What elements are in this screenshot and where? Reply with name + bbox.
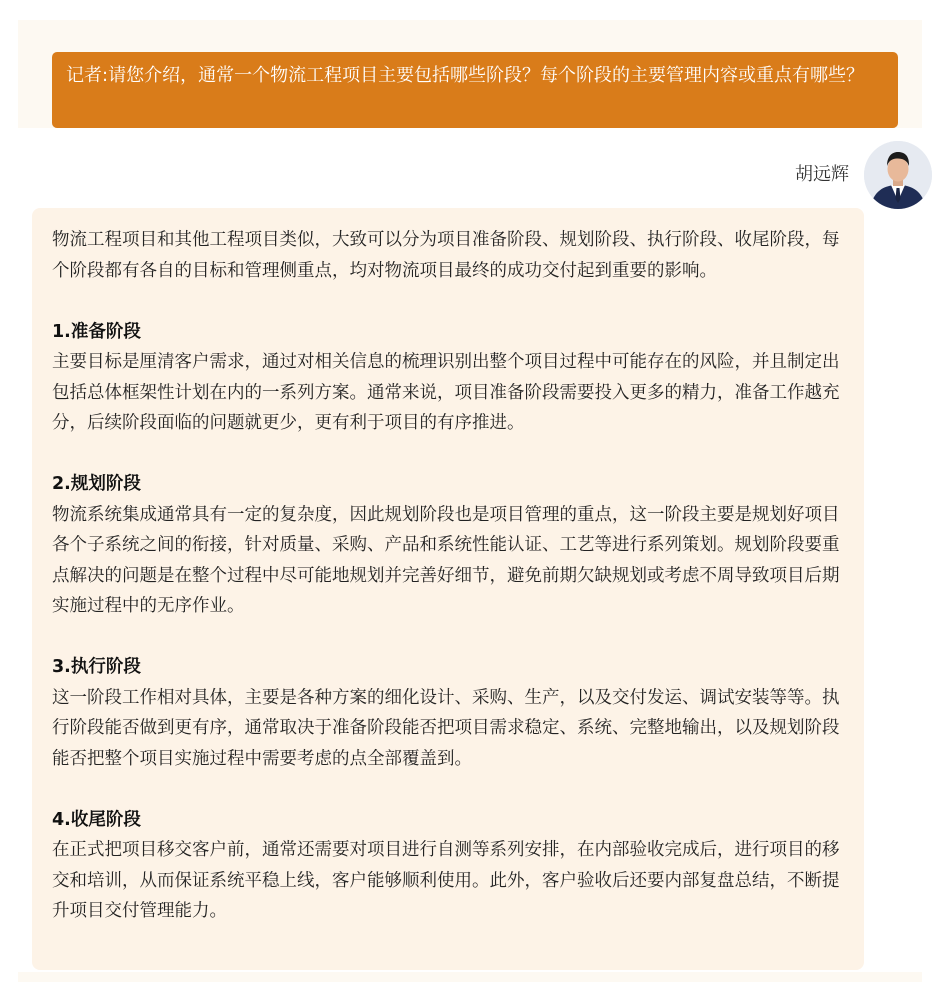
section-body-planning: 物流系统集成通常具有一定的复杂度，因此规划阶段也是项目管理的重点，这一阶段主要是规划好项目各个子系统之间的衔接，针对质量、采购、产品和系统性能认证、工艺等进行系列策划。规划阶段要重点解决的问题是在整个过程中尽可能地规划并完善好细节，避免前期欠缺规划或考虑不周导致项目后期实施过程中的无序作业。 [52, 504, 840, 616]
section-title-planning: 2.规划阶段 [52, 474, 141, 494]
paragraph-spacer [52, 439, 844, 470]
paragraph-spacer [52, 774, 844, 805]
answer-box [32, 208, 864, 970]
section-title-closing: 4.收尾阶段 [52, 809, 141, 830]
speaker-name: 胡远辉 [795, 164, 849, 185]
question-text: 记者:请您介绍，通常一个物流工程项目主要包括哪些阶段？每个阶段的主要管理内容或重点有哪些？ [66, 65, 865, 86]
section-body-execution: 这一阶段工作相对具体，主要是各种方案的细化设计、采购、生产，以及交付发运、调试安装等等。执行阶段能否做到更有序，通常取决于准备阶段能否把项目需求稳定、系统、完整地输出，以及规划阶段能否把整个项目实施过程中需要考虑的点全部覆盖到。 [52, 687, 840, 769]
answer-intro: 物流工程项目和其他工程项目类似，大致可以分为项目准备阶段、规划阶段、执行阶段、收尾阶段，每个阶段都有各自的目标和管理侧重点，均对物流项目最终的成功交付起到重要的影响。 [52, 230, 840, 281]
section-title-execution: 3.执行阶段 [52, 657, 141, 677]
section-body-preparation: 主要目标是厘清客户需求，通过对相关信息的梳理识别出整个项目过程中可能存在的风险，并且制定出包括总体框架性计划在内的一系列方案。通常来说，项目准备阶段需要投入更多的精力，准备工作越充分，后续阶段面临的问题就更少，更有利于项目的有序推进。 [52, 352, 840, 433]
speaker-row [0, 140, 940, 210]
paragraph-spacer [52, 286, 844, 317]
section-title-preparation: 1.准备阶段 [52, 321, 141, 342]
interviewer-question-box [52, 52, 898, 128]
person-avatar-icon [864, 141, 932, 209]
paragraph-spacer [52, 622, 844, 653]
section-body-closing: 在正式把项目移交客户前，通常还需要对项目进行自测等系列安排，在内部验收完成后，进行项目的移交和培训，从而保证系统平稳上线，客户能够顺利使用。此外，客户验收后还要内部复盘总结，不断提升项目交付管理能力。 [52, 840, 840, 921]
footer-background [18, 972, 922, 982]
